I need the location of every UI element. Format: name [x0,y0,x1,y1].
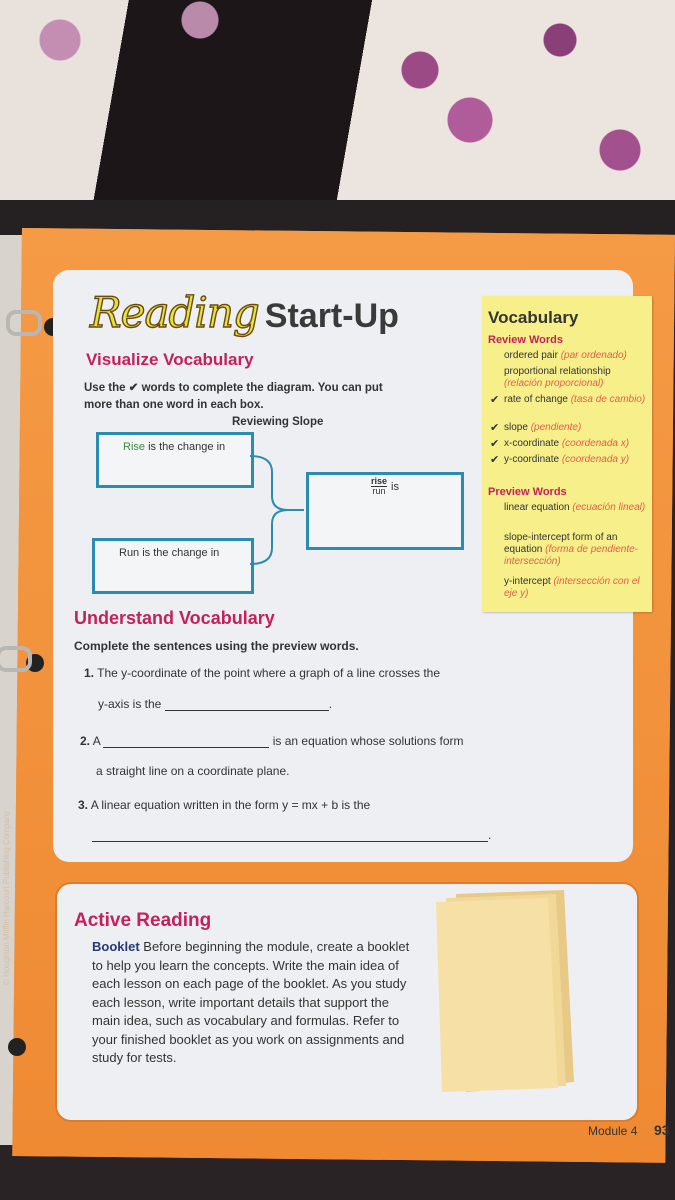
word-es: (tasa de cambio) [570,394,646,405]
sentence-3-line2 [92,828,491,842]
visualize-instructions [84,380,383,414]
word-en: y-intercept [504,576,554,587]
word-en: linear equation [504,502,573,513]
instr-text: Use the [84,382,129,394]
punch-hole [8,1038,26,1056]
word-es: (forma de pendiente-intersección) [504,544,638,567]
rise-over-run [371,477,387,496]
vocabulary-title: Vocabulary [488,308,579,327]
review-word [504,366,646,390]
word-en: slope-intercept form of an equation [504,532,618,555]
review-words-heading: Review Words [488,334,563,346]
word-es: (pendiente) [530,422,582,433]
understand-instructions: Complete the sentences using the preview words. [74,639,359,653]
booklet-illustration [436,888,578,1092]
word-es: (ecuación lineal) [572,502,646,513]
title-reading: Reading [90,288,259,337]
preview-word [504,532,646,568]
sentence-3 [78,798,370,812]
copyright-notice: © Houghton Mifflin Harcourt Publishing Company [2,810,11,985]
binder-ring [0,646,32,672]
word-en: slope [504,422,531,433]
run-box-label: Run is the change in [119,547,220,559]
page-title [90,288,399,337]
check-icon: ✔ [490,454,500,466]
word-es: (coordenada x) [561,438,630,449]
word-es: (relación proporcional) [504,378,604,389]
module-label: Module 4 [588,1124,638,1138]
fraction-numerator: rise [371,476,388,486]
word-en: x-coordinate [504,438,562,449]
diagram-connector [248,452,308,568]
understand-heading: Understand Vocabulary [74,608,275,628]
diagram-title: Reviewing Slope [232,416,324,428]
rise-box[interactable] [96,432,254,488]
word-es: (coordenada y) [561,454,630,465]
sentence-text: is an equation whose solutions form [269,734,464,748]
check-icon: ✔ [490,438,500,450]
answer-blank[interactable] [165,710,329,711]
page-number: 93 [654,1122,670,1138]
rise-box-label [123,441,225,453]
answer-blank[interactable] [92,841,488,842]
check-icon: ✔ [490,394,500,406]
binder-ring [6,310,42,336]
review-word [490,394,646,406]
active-reading-heading: Active Reading [74,910,212,931]
review-word [490,454,646,466]
rise-word: Rise [123,441,146,453]
preview-words-heading: Preview Words [488,486,567,498]
sentence-1 [84,666,440,680]
answer-blank[interactable] [103,747,269,748]
sentence-2 [80,734,463,748]
review-word [504,350,646,362]
sentence-text: A [92,734,104,748]
word-en: rate of change [504,394,571,405]
review-word [490,438,646,450]
word-en: proportional relationship [504,366,611,377]
rise-rest: is the change in [145,441,226,453]
word-en: ordered pair [504,350,561,361]
item-number: 2. [80,734,91,748]
word-es: (par ordenado) [560,350,627,361]
slope-box-label: is [391,481,399,493]
sentence-2-line2: a straight line on a coordinate plane. [96,764,290,778]
vocabulary-box [482,296,652,612]
sentence-1-line2 [98,697,332,711]
word-en: y-coordinate [504,454,562,465]
preview-word [504,502,646,514]
sentence-text: A linear equation written in the form y = mx + b is the [90,798,371,812]
booklet-lead: Booklet [92,939,140,954]
item-number: 1. [84,666,95,680]
review-word [490,422,646,434]
sentence-text: The y-coordinate of the point where a graph of a line crosses the [97,666,441,680]
word-es: (intersección con el eje y) [504,576,640,599]
instr-text: words to complete the diagram. You can put [138,382,383,394]
background-fabric [0,0,675,230]
run-box[interactable] [92,538,254,594]
active-reading-text: Before beginning the module, create a booklet to help you learn the concepts. Write the main idea of each lesson on each page of the booklet. As you study each lesson, write important details that support the main idea, such as vocabulary and formulas. Refer to your finished booklet as you work on assignments and study for tests. [92,939,410,1065]
sentence-text: y-axis is the [98,697,165,711]
item-number: 3. [78,798,89,812]
visualize-heading: Visualize Vocabulary [86,350,254,369]
slope-box[interactable] [306,472,464,550]
title-startup: Start-Up [264,297,399,335]
instr-text: more than one word in each box. [84,399,264,411]
preview-word [504,576,646,600]
sentence-text: . [488,828,492,842]
sentence-text: . [328,697,333,711]
active-reading-body [92,938,412,1068]
check-icon: ✔ [128,382,139,394]
check-icon: ✔ [490,422,500,434]
fraction-denominator: run [372,486,386,496]
